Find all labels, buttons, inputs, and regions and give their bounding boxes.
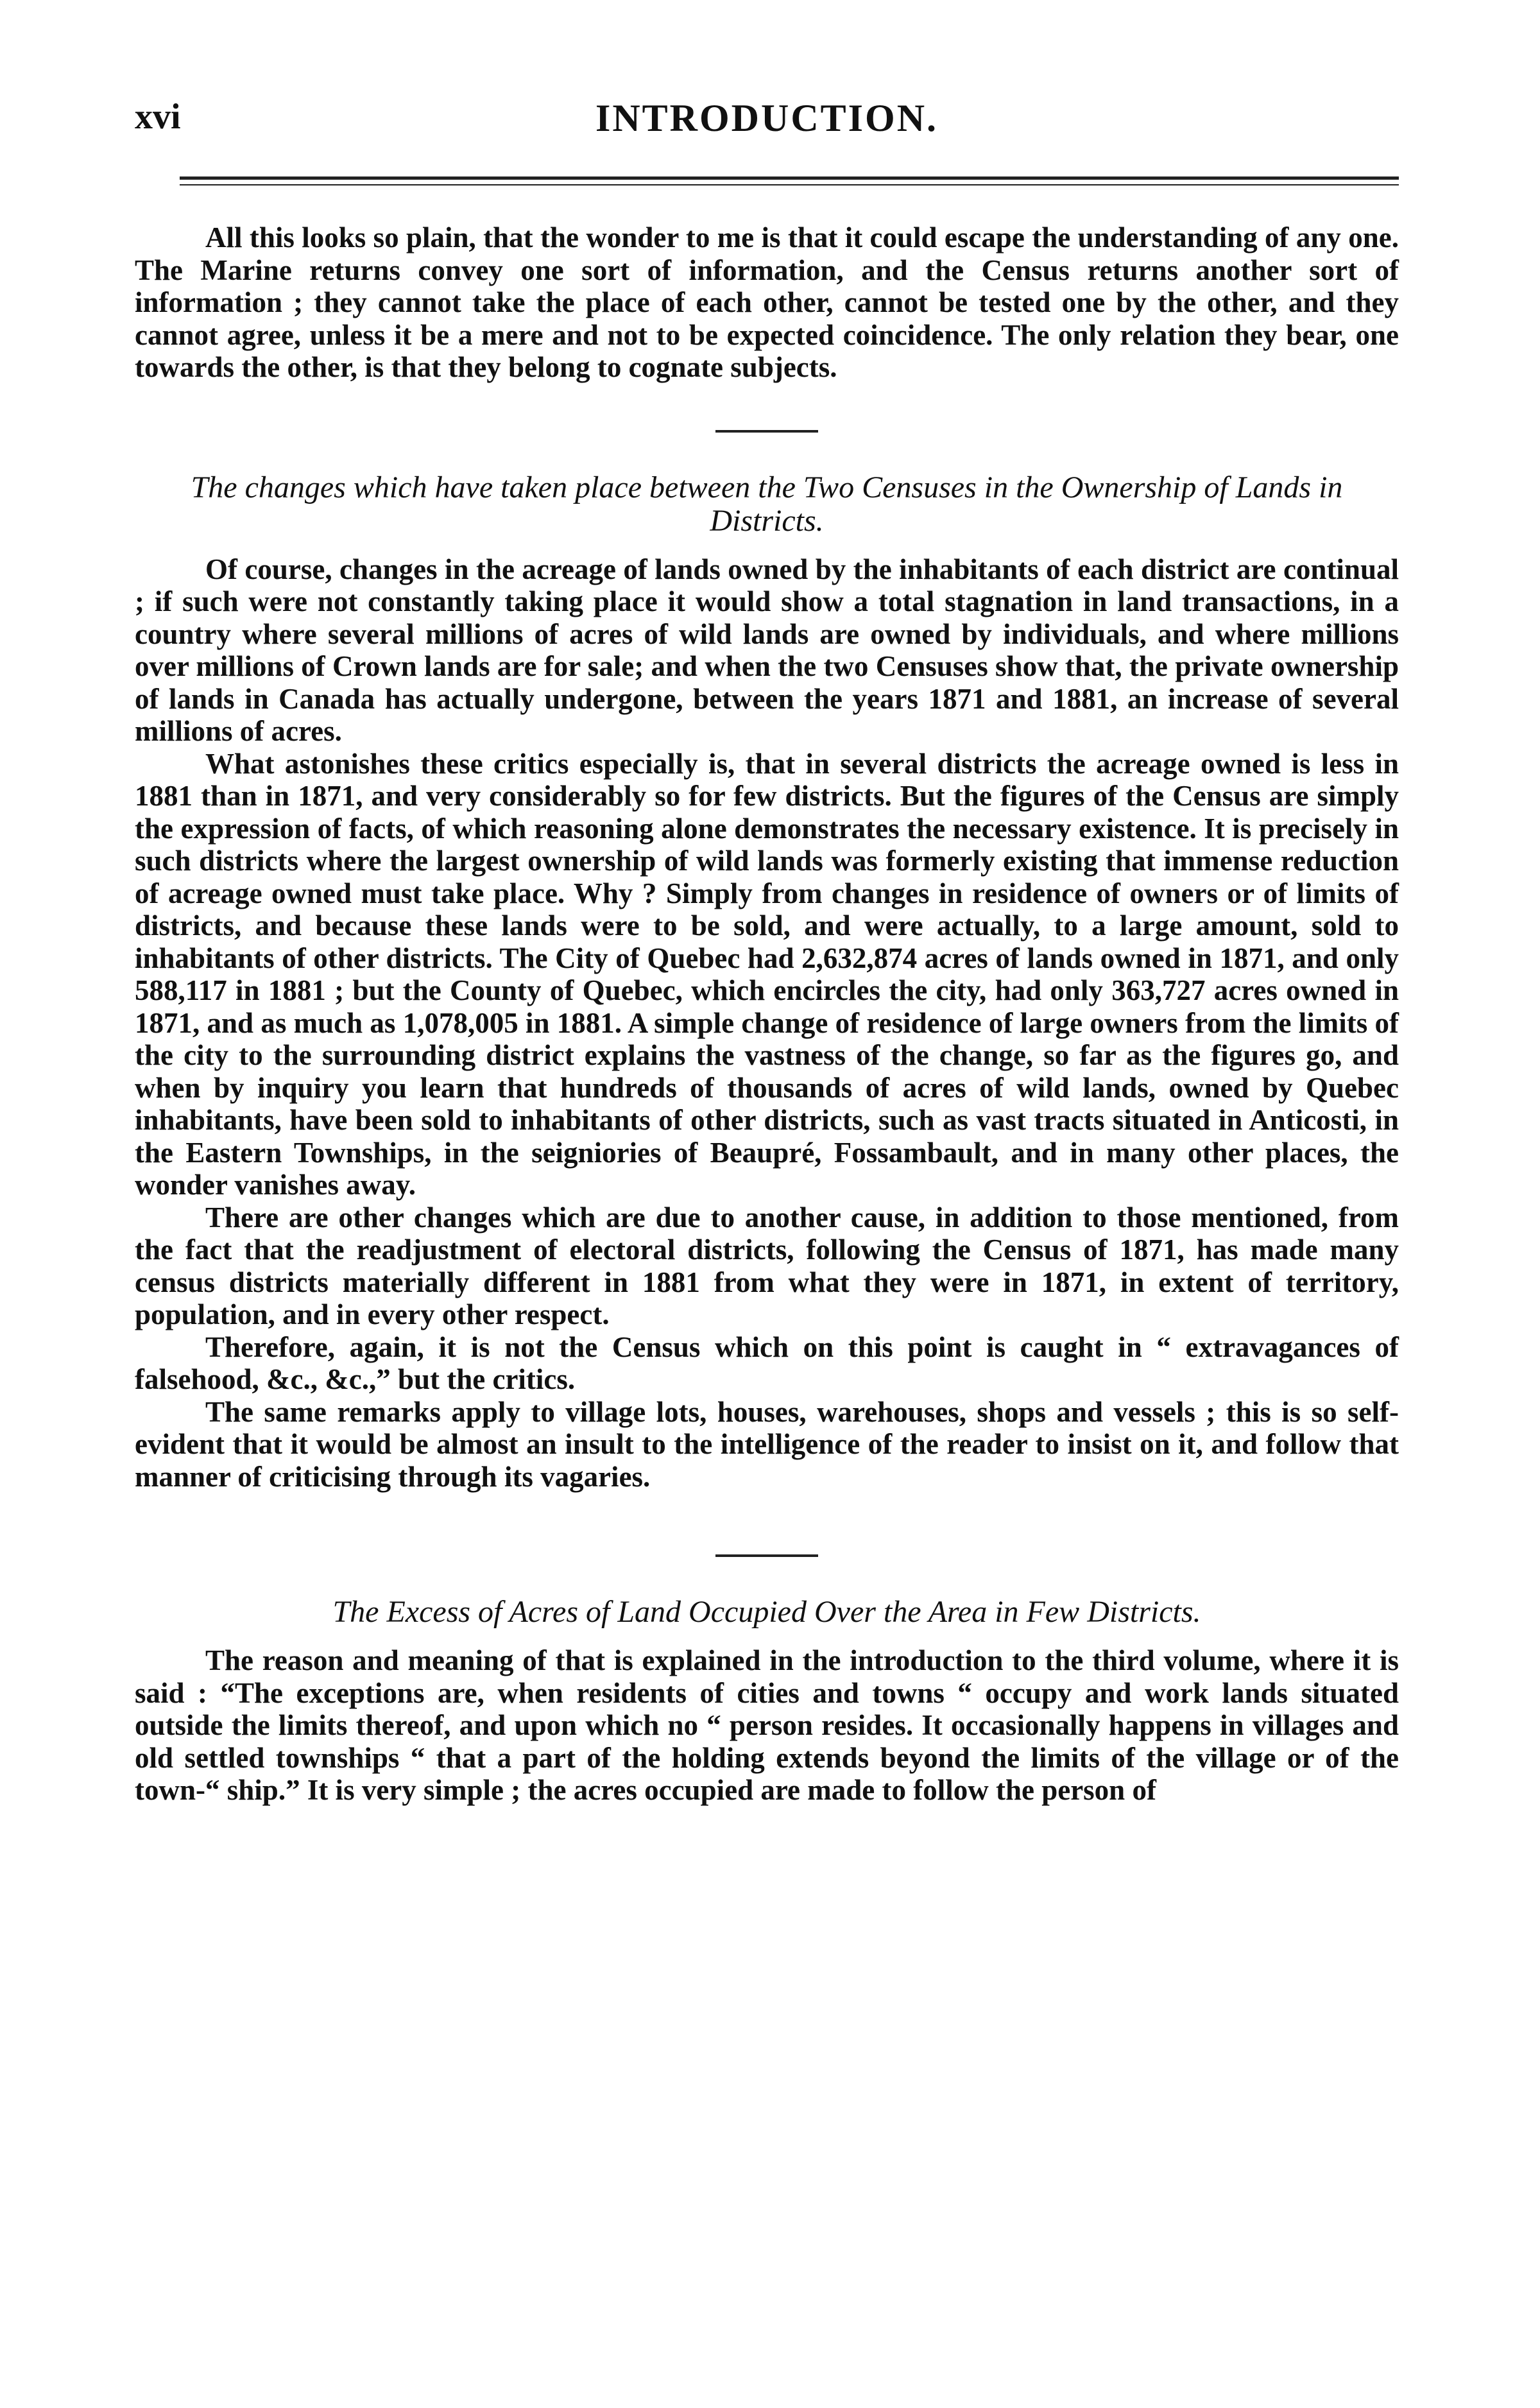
- page-header: [135, 77, 1399, 154]
- paragraph: There are other changes which are due to another cause, in addition to those mentioned, from the fact that the readjustment of electoral districts, following the Census of 1871, has made many census districts materially different in 1881 from what they were in 1871, in extent of territory, population, and in every other respect.: [135, 1201, 1399, 1330]
- paragraph: The same remarks apply to village lots, houses, warehouses, shops and vessels ; this is so self-evident that it would be almost an insult to the intelligence of the reader to insist on it, and follow that manner of criticising through its vagaries.: [135, 1395, 1399, 1493]
- header-rule: [180, 176, 1399, 185]
- section-heading: The changes which have taken place between the Two Censuses in the Ownership of Lands in Districts.: [191, 470, 1343, 538]
- paragraph: Therefore, again, it is not the Census which on this point is caught in “ extravagances of falsehood, &c., &c.,” but the critics.: [135, 1330, 1399, 1395]
- paragraph: Of course, changes in the acreage of lands owned by the inhabitants of each district are continual ; if such were not constantly taking place it would show a total stagnation in land transactions, in a country where several millions of acres of wild lands are owned by individuals, and where millions over millions of Crown lands are for sale; and when the two Censuses show that, the private ownership of lands in Canada has actually undergone, between the years 1871 and 1881, an increase of several millions of acres.: [135, 553, 1399, 747]
- running-head: INTRODUCTION.: [595, 97, 939, 139]
- page-body: [135, 221, 1399, 1807]
- paragraph: The reason and meaning of that is explained in the introduction to the third volume, where it is said : “The exceptions are, when residents of cities and towns “ occupy and work lands situated outside the limits thereof, and upon which no “ person resides. It occasionally happens in villages and old settled townships “ that a part of the holding extends beyond the limits of the village or of the town-“ ship.” It is very simple ; the acres occupied are made to follow the person of: [135, 1644, 1399, 1806]
- paragraph: What astonishes these critics especially is, that in several districts the acreage owned is less in 1881 than in 1871, and very considerably so for few districts. But the figures of the Census are simply the expression of facts, of which reasoning alone demonstrates the necessary existence. It is precisely in such districts where the largest ownership of wild lands was formerly existing that immense reduction of acreage owned must take place. Why ? Simply from changes in residence of owners or of limits of districts, and because these lands were to be sold, and were actually, to a large amount, sold to inhabitants of other districts. The City of Quebec had 2,632,874 acres of lands owned in 1871, and only 588,117 in 1881 ; but the County of Quebec, which encircles the city, had only 363,727 acres owned in 1871, and as much as 1,078,005 in 1881. A simple change of residence of large owners from the limits of the city to the surrounding district explains the vastness of the change, so far as the figures go, and when by inquiry you learn that hundreds of thousands of acres of wild lands, owned by Quebec inhabitants, have been sold to inhabitants of other districts, such as vast tracts situated in Anticosti, in the Eastern Townships, in the seigniories of Beaupré, Fossambault, and in many other places, the wonder vanishes away.: [135, 747, 1399, 1201]
- page-number: xvi: [135, 97, 181, 137]
- section-heading: The Excess of Acres of Land Occupied Over the Area in Few Districts.: [332, 1595, 1201, 1629]
- paragraph: All this looks so plain, that the wonder to me is that it could escape the understanding of any one. The Marine returns convey one sort of information, and the Census returns another sort of information ; they cannot take the place of each other, cannot be tested one by the other, and they cannot agree, unless it be a mere and not to be expected coincidence. The only relation they bear, one towards the other, is that they belong to cognate subjects.: [135, 221, 1399, 383]
